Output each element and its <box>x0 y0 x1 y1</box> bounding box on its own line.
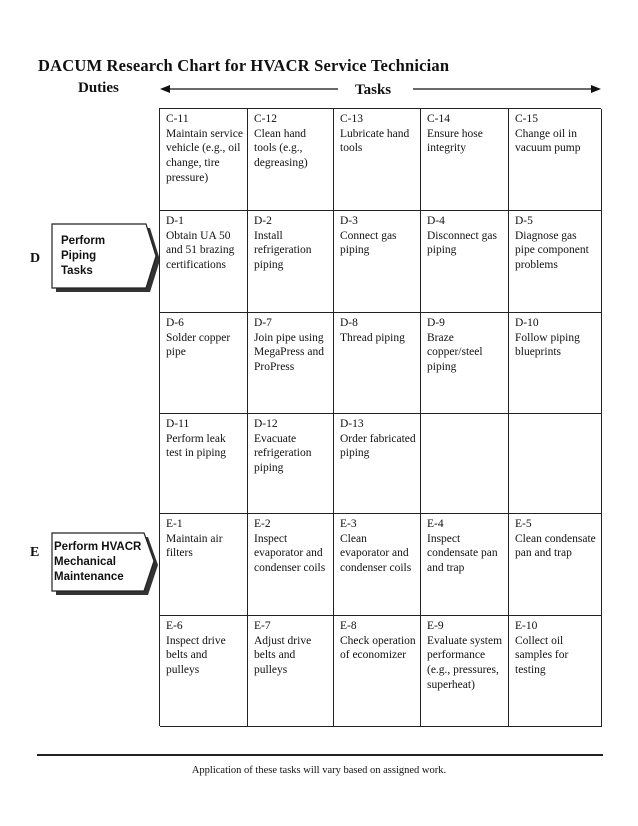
task-cell <box>509 211 602 313</box>
task-description: Clean condensate pan and trap <box>515 532 596 560</box>
task-cell <box>160 211 248 313</box>
task-code: D-6 <box>166 317 184 329</box>
duty-label-e: Perform HVACR Mechanical Maintenance <box>54 541 142 583</box>
task-cell <box>160 414 248 514</box>
task-code: E-10 <box>515 620 538 632</box>
task-cell <box>421 313 509 414</box>
task-description: Install refrigeration piping <box>254 229 312 272</box>
task-code: D-1 <box>166 215 184 227</box>
task-description: Change oil in vacuum pump <box>515 127 581 155</box>
chart-title: DACUM Research Chart for HVACR Service Technician <box>38 56 450 75</box>
task-cell <box>248 211 334 313</box>
task-description: Disconnect gas piping <box>427 229 497 257</box>
duty-letter-d: D <box>30 251 41 266</box>
task-cell <box>421 514 509 616</box>
task-code: E-6 <box>166 620 183 632</box>
task-cell <box>334 414 421 514</box>
task-cell <box>509 514 602 616</box>
task-cell <box>248 313 334 414</box>
task-code: E-2 <box>254 518 271 530</box>
right-arrow-icon <box>413 83 601 95</box>
task-description: Clean evaporator and condenser coils <box>340 532 412 575</box>
task-description: Adjust drive belts and pulleys <box>254 634 312 677</box>
task-cell <box>421 211 509 313</box>
task-cell <box>421 109 509 211</box>
task-grid <box>159 108 601 726</box>
task-code: D-5 <box>515 215 533 227</box>
task-description: Connect gas piping <box>340 229 397 257</box>
task-cell <box>509 109 602 211</box>
task-description: Inspect condensate pan and trap <box>427 532 498 575</box>
task-description: Ensure hose integrity <box>427 127 483 155</box>
tasks-header: Tasks <box>355 82 392 98</box>
task-code: D-13 <box>340 418 364 430</box>
left-arrow-icon <box>160 83 338 95</box>
task-description: Check operation of economizer <box>340 634 416 662</box>
task-cell <box>334 313 421 414</box>
task-cell <box>334 514 421 616</box>
task-description: Collect oil samples for testing <box>515 634 569 677</box>
task-description: Inspect evaporator and condenser coils <box>254 532 326 575</box>
task-code: E-9 <box>427 620 444 632</box>
task-code: C-12 <box>254 113 277 125</box>
task-description: Join pipe using MegaPress and ProPress <box>254 331 324 374</box>
task-cell <box>160 616 248 727</box>
task-code: C-15 <box>515 113 538 125</box>
task-cell <box>509 616 602 727</box>
task-cell <box>334 211 421 313</box>
task-code: E-5 <box>515 518 532 530</box>
task-code: D-2 <box>254 215 272 227</box>
footer-note: Application of these tasks will vary based on assigned work. <box>191 765 447 776</box>
task-cell <box>509 313 602 414</box>
task-description: Thread piping <box>340 331 405 344</box>
task-description: Perform leak test in piping <box>166 432 227 460</box>
footer-divider <box>37 754 603 756</box>
task-cell <box>160 514 248 616</box>
task-cell <box>334 616 421 727</box>
task-cell <box>160 109 248 211</box>
task-code: D-9 <box>427 317 445 329</box>
task-cell <box>248 514 334 616</box>
task-code: D-8 <box>340 317 358 329</box>
task-cell <box>160 313 248 414</box>
task-code: C-13 <box>340 113 363 125</box>
task-cell <box>248 109 334 211</box>
task-cell <box>421 616 509 727</box>
task-code: E-8 <box>340 620 357 632</box>
task-cell <box>248 616 334 727</box>
task-description: Maintain air filters <box>166 532 223 560</box>
task-code: E-3 <box>340 518 357 530</box>
task-cell <box>509 414 602 514</box>
task-code: D-3 <box>340 215 358 227</box>
duty-box-e <box>50 531 162 599</box>
task-code: E-7 <box>254 620 271 632</box>
task-description: Lubricate hand tools <box>340 127 410 155</box>
task-code: D-12 <box>254 418 278 430</box>
task-description: Obtain UA 50 and 51 brazing certifications <box>166 229 235 272</box>
task-description: Diagnose gas pipe component problems <box>515 229 589 272</box>
task-code: D-4 <box>427 215 445 227</box>
task-description: Clean hand tools (e.g., degreasing) <box>254 127 308 170</box>
task-description: Evaluate system performance (e.g., pressures, superheat) <box>427 634 503 691</box>
task-cell <box>248 414 334 514</box>
task-code: D-11 <box>166 418 190 430</box>
task-description: Order fabricated piping <box>340 432 416 460</box>
task-code: E-1 <box>166 518 183 530</box>
task-code: E-4 <box>427 518 444 530</box>
task-code: C-11 <box>166 113 189 125</box>
task-cell <box>421 414 509 514</box>
task-code: D-10 <box>515 317 539 329</box>
duties-header: Duties <box>78 80 119 96</box>
task-description: Follow piping blueprints <box>515 331 580 359</box>
task-description: Solder copper pipe <box>166 331 231 359</box>
task-description: Evacuate refrigeration piping <box>254 432 312 475</box>
task-code: D-7 <box>254 317 272 329</box>
task-code: C-14 <box>427 113 450 125</box>
task-description: Inspect drive belts and pulleys <box>166 634 226 677</box>
task-cell <box>334 109 421 211</box>
duty-label-d: Perform Piping Tasks <box>61 235 106 277</box>
duty-letter-e: E <box>30 545 40 560</box>
task-description: Maintain service vehicle (e.g., oil change, tire pressure) <box>166 127 243 184</box>
task-description: Braze copper/steel piping <box>427 331 483 374</box>
duty-box-d <box>50 222 162 296</box>
